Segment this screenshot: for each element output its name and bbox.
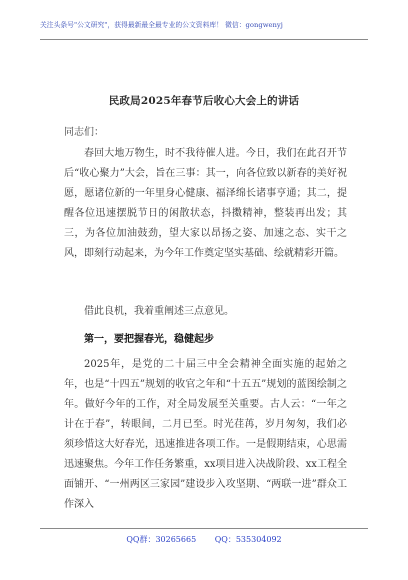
section-heading: 第一，要把握春光，稳健起步 xyxy=(84,334,214,345)
footer-qq-group: QQ群：30265665 xyxy=(126,535,197,544)
header-divider xyxy=(40,39,368,40)
paragraph-intro: 春回大地万物生，时不我待催人进。今日，我们在此召开节后“收心聚力”大会，旨在三事：其一，向各位致以新春的美好祝愿，愿诸位新的一年里身心健康、福泽绵长诸事亨通；其二，提醒各位迅速摆脱节日的闲散状态，抖擞精神，整装再出发；其三，为各位加油鼓劲，望大家以昂扬之姿、加速之态、实干之风，即刻行动起来，为今年工作奠定坚实基础、绘就精彩开篇。 xyxy=(64,148,347,259)
paragraph-section-one: 2025年，是党的二十届三中全会精神全面实施的起始之年，也是“十四五”规划的收官之年和“十五五”规划的蓝图绘制之年。做好今年的工作，对全局发展至关重要。古人云：“一年之计在于春”，转眼间，二月已至。时光荏苒，岁月匆匆，我们必须珍惜这大好春光，迅速推进各项工作。一是假期结束，心思需迅速聚焦。今年工作任务繁重，xx项目进入决战阶段、xx工程全面铺开、“一州两区三家园”建设步入攻坚期、“两联一进”群众工作深入 xyxy=(64,359,347,510)
header-note: 关注头条号"公文研究"，获得最新最全最专业的公文资料库！ 微信：gongwenyj xyxy=(40,21,283,29)
footer xyxy=(0,534,408,545)
footer-qq-contact: QQ：535304092 xyxy=(214,535,282,544)
page-title: 民政局2025年春节后收心大会上的讲话 xyxy=(108,95,300,107)
paragraph-transition: 借此良机，我着重阐述三点意见。 xyxy=(84,306,234,317)
footer-divider xyxy=(40,528,368,529)
greeting: 同志们： xyxy=(64,127,104,138)
